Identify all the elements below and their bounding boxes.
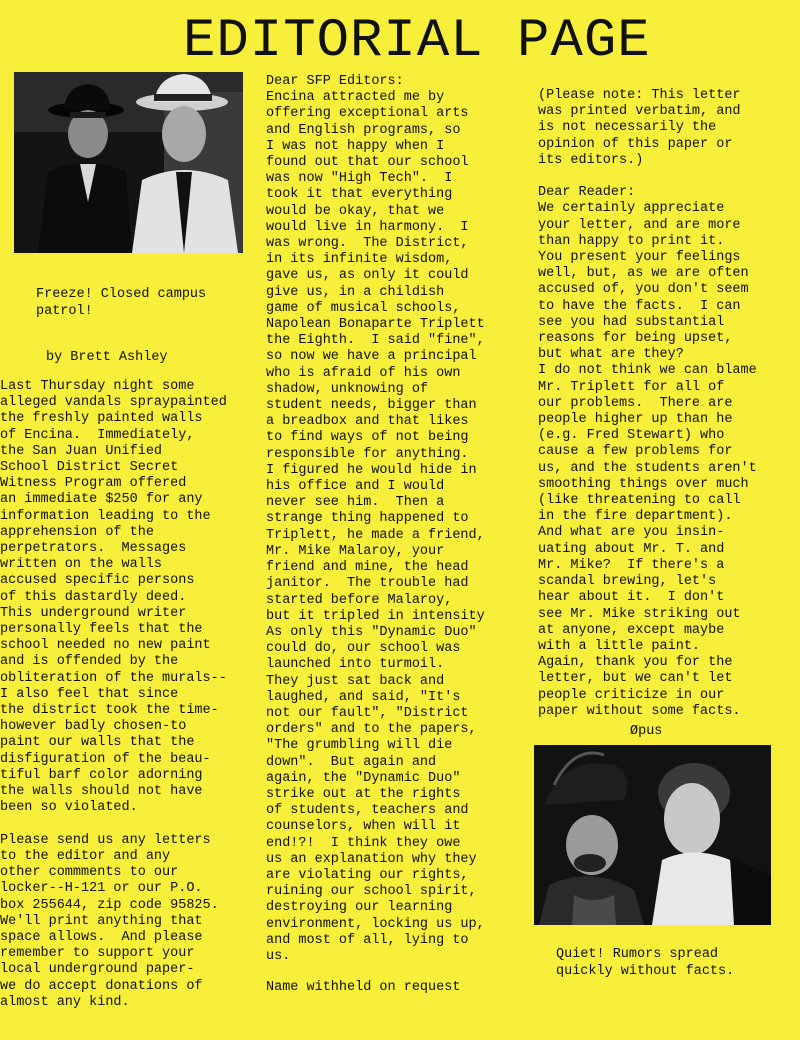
- byline: by Brett Ashley: [46, 350, 168, 365]
- reply-signature: Øpus: [630, 724, 663, 739]
- photo-woman-and-man: [534, 745, 771, 925]
- reply-body: (Please note: This letter was printed verbatim, and is not necessarily the opinion of this paper or its editors.) Dear Reader: We certainly appreciate your letter, and are more than happy to print it. You present your feelings well, but, as we are often accused of, you don't seem to have the facts. I can see you had substantial reasons for being upset, but what are they? I do not think we can blame Mr. Triplett for all of our problems. There are people higher up than he (e.g. Fred Stewart) who cause a few problems for us, and the students aren't smoothing things over much (like threatening to call in the fire department). And what are you insin- uating about Mr. T. and Mr. Mike? If there's a scandal brewing, let's hear about it. I don't see Mr. Mike striking out at anyone, except maybe with a little paint. Again, thank you for the letter, but we can't let people criticize in our paper without some facts.: [538, 88, 757, 719]
- photo-graphic-2: [534, 745, 771, 925]
- photo-graphic: [14, 72, 243, 253]
- article-body: Last Thursday night some alleged vandals spraypainted the freshly painted walls of Encina. Immediately, the San Juan Unified School District Secret Witness Program offered an immediate $250 for any information leading to the apprehension of the perpetrators. Messages written on the walls accused specific persons of this dastardly deed. This underground writer personally feels that the school needed no new paint and is offended by the obliteration of the murals-- I also feel that since the district took the time- however badly chosen-to paint our walls that the disfiguration of the beau- tiful barf color adorning the walls should not have been so violated. Please send us any letters to the editor and any other commments to our locker--H-121 or our P.O. box 255644, zip code 95825. We'll print anything that space allows. And please remember to support your local underground paper- we do accept donations of almost any kind.: [0, 379, 227, 1010]
- letter-body: Dear SFP Editors: Encina attracted me by offering exceptional arts and English programs, so I was not happy when I found out that our school was now "High Tech". I took it that everything would be okay, that we would live in harmony. I was wrong. The District, in its infinite wisdom, gave us, as only it could give us, in a childish game of musical schools, Napolean Bonaparte Triplett the Eighth. I said "fine", so now we have a principal who is afraid of his own shadow, unknowing of student needs, bigger than a breadbox and that likes to find ways of not being responsible for anything. I figured he would hide in his office and I would never see him. Then a strange thing happened to Triplett, he made a friend, Mr. Mike Malaroy, your friend and mine, the head janitor. The trouble had started before Malaroy, but it tripled in intensity As only this "Dynamic Duo" could do, our school was launched into turmoil. They just sat back and laughed, and said, "It's not our fault", "District orders" and to the papers, "The grumbling will die down". But again and again, the "Dynamic Duo" strike out at the rights of students, teachers and counselors, when will it end!?! I think they owe us an explanation why they are violating our rights, ruining our school spirit, destroying our learning environment, locking us up, and most of all, lying to us.: [266, 74, 485, 964]
- photo-men-in-hats: [14, 72, 243, 253]
- photo2-caption: Quiet! Rumors spread quickly without facts.: [556, 947, 735, 979]
- letter-signature: Name withheld on request: [266, 980, 461, 995]
- page-title: EDITORIAL PAGE: [183, 11, 651, 72]
- photo1-caption: Freeze! Closed campus patrol!: [36, 287, 207, 319]
